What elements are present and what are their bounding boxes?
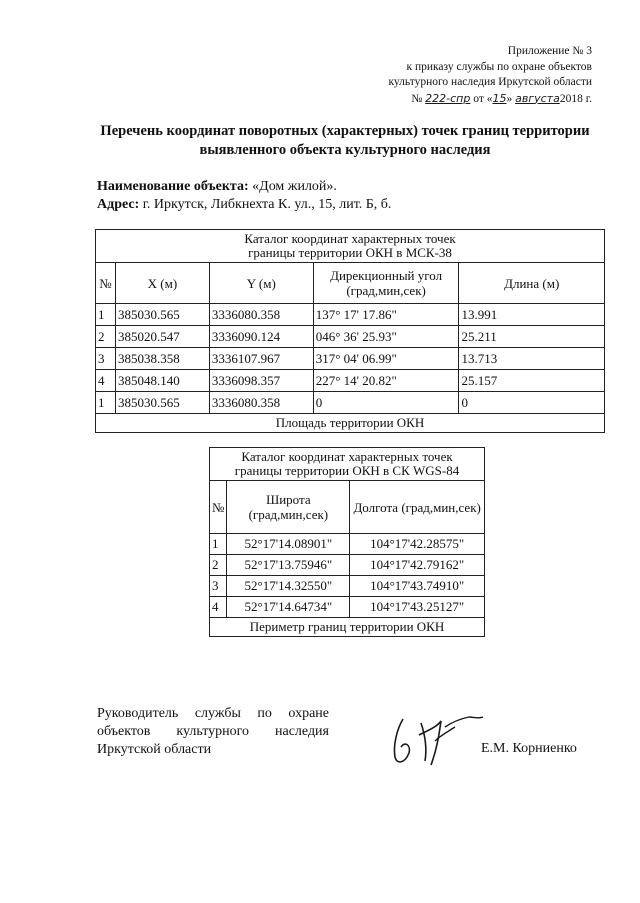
- table-row: [96, 392, 605, 414]
- table-cell: 385048.140: [115, 370, 209, 392]
- order-number-prefix: №: [411, 92, 423, 105]
- appendix-header: [389, 44, 593, 107]
- signer-name: Е.М. Корниенко: [481, 741, 577, 756]
- table-cell: 3336080.358: [209, 392, 313, 414]
- wgs-caption-line2: границы территории ОКН в СК WGS-84: [234, 463, 460, 478]
- table-cell: 4: [210, 597, 227, 618]
- table-cell: 385030.565: [115, 304, 209, 326]
- msk-header-cell: Длина (м): [459, 263, 605, 304]
- order-month: августа: [515, 91, 560, 105]
- msk-caption-line1: Каталог координат характерных точек: [244, 231, 456, 246]
- wgs-header-cell: №: [210, 481, 227, 534]
- appendix-line2: к приказу службы по охране объектов: [406, 60, 592, 73]
- wgs-table-footer: Периметр границ территории ОКН: [210, 618, 485, 637]
- msk-caption-line2: границы территории ОКН в МСК-38: [248, 245, 452, 260]
- order-reference: [389, 91, 593, 108]
- table-cell: 385030.565: [115, 392, 209, 414]
- object-address-label: Адрес:: [97, 197, 140, 212]
- table-cell: 0: [313, 392, 459, 414]
- table-cell: 3336090.124: [209, 326, 313, 348]
- table-cell: 1: [96, 392, 116, 414]
- table-cell: 385020.547: [115, 326, 209, 348]
- table-cell: 104°17'43.74910": [350, 576, 485, 597]
- object-name-line: [97, 178, 391, 196]
- table-cell: 3: [96, 348, 116, 370]
- table-row: [96, 370, 605, 392]
- table-cell: 25.157: [459, 370, 605, 392]
- table-cell: 0: [459, 392, 605, 414]
- table-cell: 52°17'14.32550": [227, 576, 350, 597]
- table-row: [210, 576, 485, 597]
- msk-table-header: [96, 263, 605, 304]
- table-cell: 046° 36' 25.93": [313, 326, 459, 348]
- wgs84-coordinates-table: [209, 447, 485, 637]
- table-cell: 137° 17' 17.86": [313, 304, 459, 326]
- table-cell: 3336080.358: [209, 304, 313, 326]
- msk-table-caption: [96, 230, 605, 263]
- wgs-caption-line1: Каталог координат характерных точек: [241, 449, 453, 464]
- table-row: [210, 534, 485, 555]
- msk-header-cell: №: [96, 263, 116, 304]
- table-cell: 2: [96, 326, 116, 348]
- appendix-line1: Приложение № 3: [507, 45, 592, 57]
- table-cell: 104°17'42.28575": [350, 534, 485, 555]
- msk-table-footer: Площадь территории ОКН: [96, 414, 605, 433]
- table-cell: 25.211: [459, 326, 605, 348]
- order-number: 222-спр: [425, 91, 471, 105]
- wgs-header-cell: Широта (град,мин,сек): [227, 481, 350, 534]
- table-row: [210, 555, 485, 576]
- table-cell: 13.713: [459, 348, 605, 370]
- msk38-coordinates-table: [95, 229, 605, 433]
- order-day: 15: [492, 91, 507, 105]
- table-cell: 104°17'43.25127": [350, 597, 485, 618]
- table-cell: 317° 04' 06.99": [313, 348, 459, 370]
- appendix-line3: культурного наследия Иркутской области: [388, 76, 592, 88]
- msk-header-cell: X (м): [115, 263, 209, 304]
- msk-header-cell: Дирекционный угол (град,мин,сек): [313, 263, 459, 304]
- object-address-line: [97, 196, 391, 214]
- table-cell: 1: [96, 304, 116, 326]
- wgs-header-cell: Долгота (град,мин,сек): [350, 481, 485, 534]
- table-cell: 52°17'13.75946": [227, 555, 350, 576]
- table-cell: 4: [96, 370, 116, 392]
- table-cell: 227° 14' 20.82": [313, 370, 459, 392]
- table-row: [210, 597, 485, 618]
- table-cell: 1: [210, 534, 227, 555]
- document-title: Перечень координат поворотных (характерных) точек границ территории выявленного объекта культурного наследия: [100, 123, 590, 158]
- order-date-from: от «: [473, 92, 493, 105]
- object-name-label: Наименование объекта:: [97, 179, 249, 194]
- table-cell: 52°17'14.08901": [227, 534, 350, 555]
- table-cell: 3336098.357: [209, 370, 313, 392]
- table-cell: 104°17'42.79162": [350, 555, 485, 576]
- table-cell: 13.991: [459, 304, 605, 326]
- signature-icon: [375, 705, 485, 775]
- table-cell: 385038.358: [115, 348, 209, 370]
- order-date-quote: »: [506, 92, 513, 105]
- table-cell: 52°17'14.64734": [227, 597, 350, 618]
- object-name-value: «Дом жилой».: [252, 179, 337, 194]
- order-year: 2018 г.: [559, 92, 592, 105]
- object-address-value: г. Иркутск, Либкнехта К. ул., 15, лит. Б, б.: [142, 197, 392, 212]
- table-row: [96, 348, 605, 370]
- wgs-table-caption: [210, 448, 485, 481]
- table-cell: 3: [210, 576, 227, 597]
- table-cell: 2: [210, 555, 227, 576]
- object-info: [97, 178, 391, 214]
- msk-header-cell: Y (м): [209, 263, 313, 304]
- table-cell: 3336107.967: [209, 348, 313, 370]
- table-row: [96, 326, 605, 348]
- table-row: [96, 304, 605, 326]
- signer-position: Руководитель службы по охране объектов культурного наследия Иркутской области: [97, 706, 329, 757]
- handwritten-signature: [375, 705, 485, 780]
- wgs-table-header: [210, 481, 485, 534]
